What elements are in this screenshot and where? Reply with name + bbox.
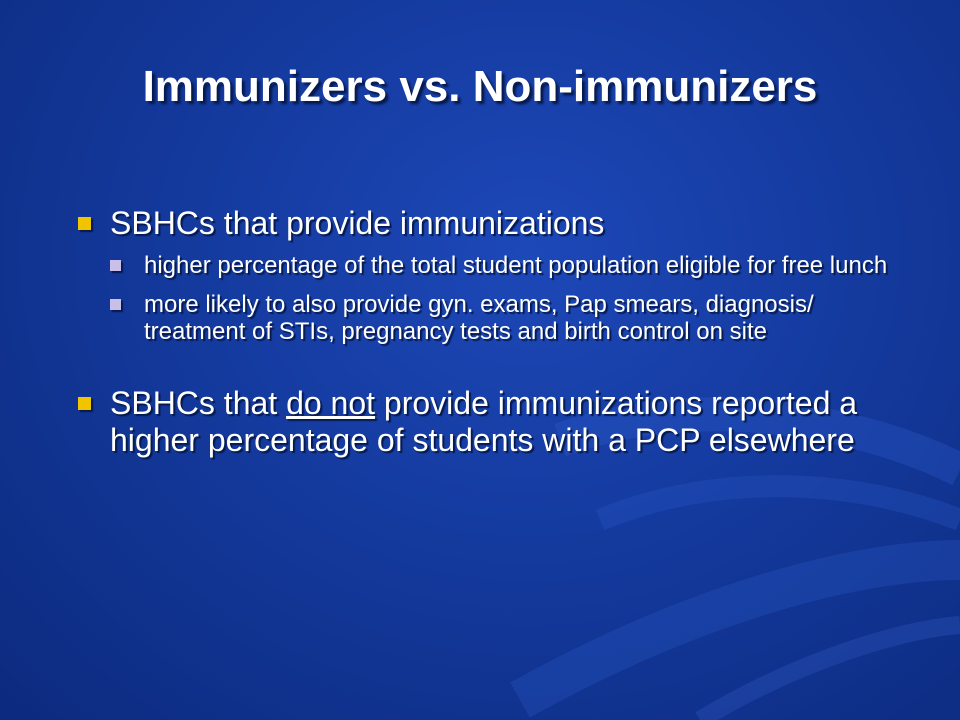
sub-bullet-services [110,291,916,345]
bullet-text-suffix: provide immunizations reported a higher percentage of students with a PCP elsewhere [110,385,858,458]
bullet-list [76,205,916,459]
slide-title: Immunizers vs. Non-immunizers [142,62,818,111]
bullet-text: SBHCs that provide immunizations [110,205,605,241]
bullet-text-underlined: do not [286,385,376,421]
bullet-non-immunizers [76,385,916,459]
bullet-immunizers [76,205,916,345]
square-bullet-icon [110,260,121,271]
square-bullet-icon [110,299,121,310]
sub-bullet-list [110,252,916,345]
sub-bullet-free-lunch [110,252,916,279]
sub-bullet-text: more likely to also provide gyn. exams, Pap smears, diagnosis/ treatment of STIs, pregnancy tests and birth control on site [144,291,814,345]
square-bullet-icon [78,397,91,410]
square-bullet-icon [78,217,91,230]
sub-bullet-text: higher percentage of the total student population eligible for free lunch [144,252,888,279]
bullet-text-prefix: SBHCs that [110,385,287,421]
